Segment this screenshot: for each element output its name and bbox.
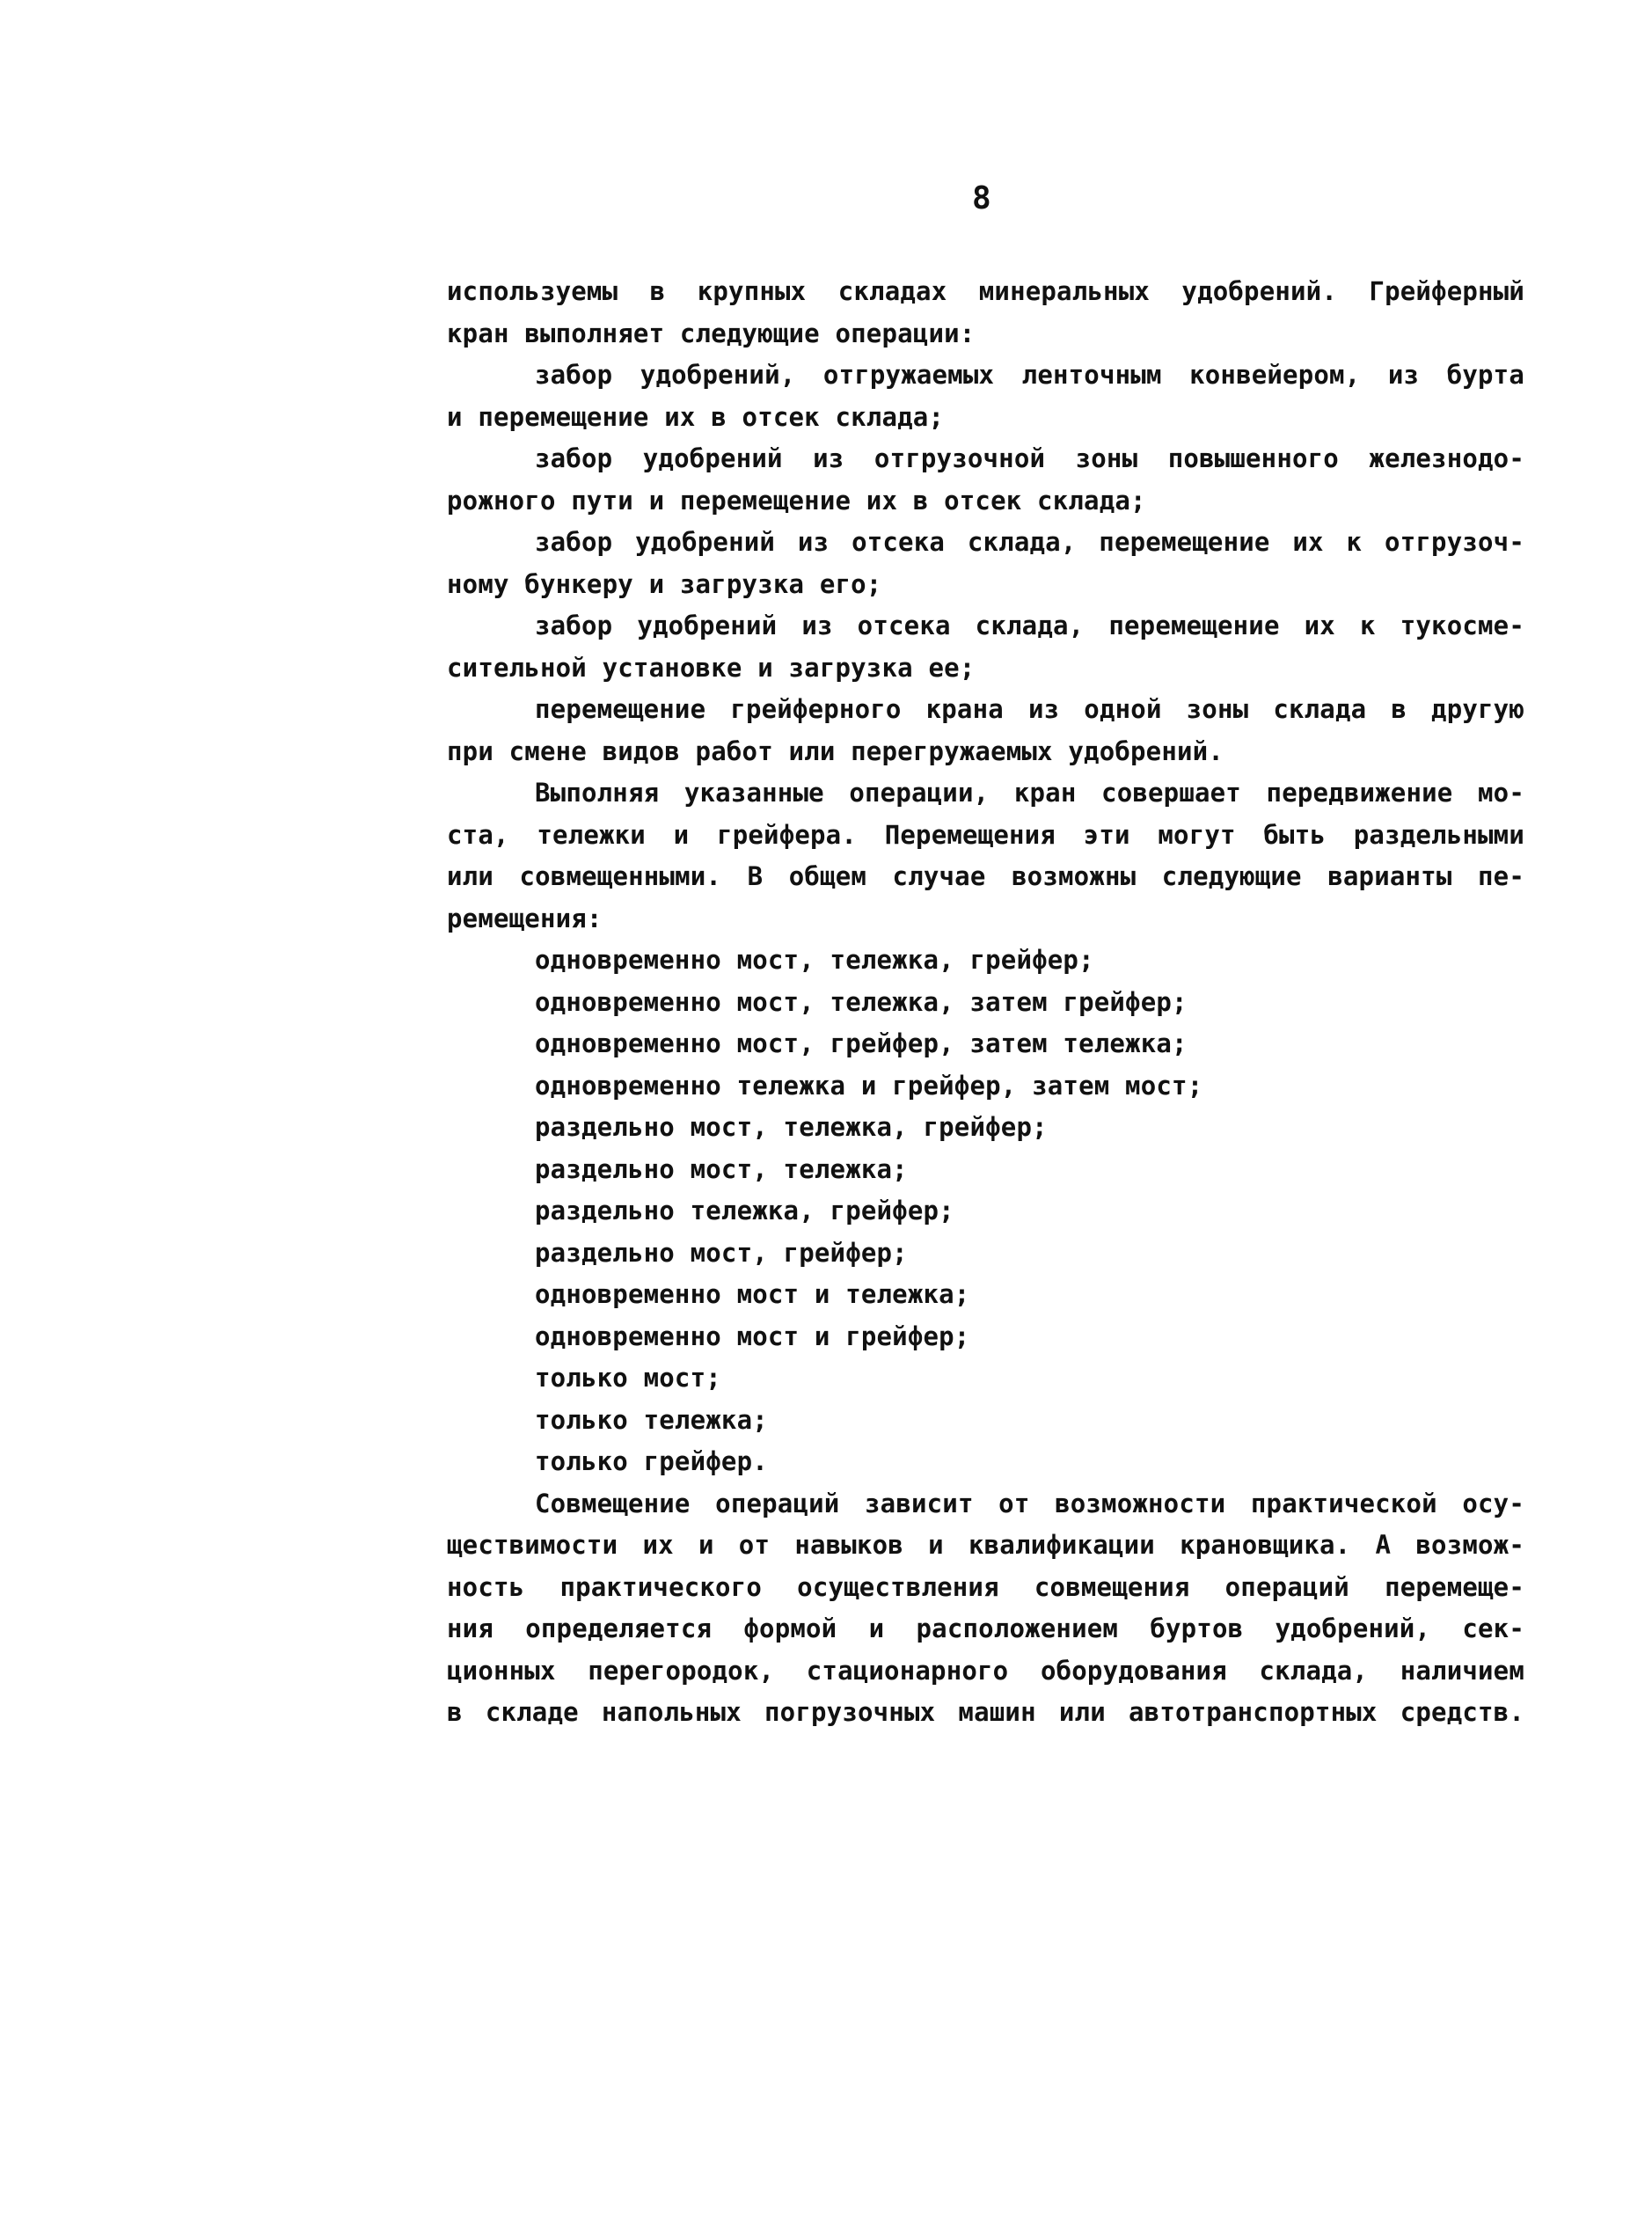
- text-line: Совмещение операций зависит от возможности практической осу-: [535, 1488, 1524, 1518]
- text-line: или совмещенными. В общем случае возможны следующие варианты пе-: [447, 861, 1524, 891]
- text-line: ния определяется формой и расположением буртов удобрений, сек-: [447, 1613, 1524, 1643]
- text-line: при смене видов работ или перегружаемых удобрений.: [447, 735, 1224, 766]
- text-line: используемы в крупных складах минеральных удобрений. Грейферный: [447, 276, 1524, 306]
- text-line: раздельно мост, тележка;: [535, 1153, 908, 1184]
- text-line: одновременно тележка и грейфер, затем мост;: [535, 1070, 1203, 1101]
- text-line: одновременно мост и грейфер;: [535, 1321, 970, 1351]
- text-line: кран выполняет следующие операции:: [447, 318, 976, 348]
- text-line: раздельно мост, грейфер;: [535, 1237, 908, 1268]
- text-line: ремещения:: [447, 903, 603, 933]
- text-line: только тележка;: [535, 1404, 768, 1435]
- text-line: Выполняя указанные операции, кран совершает передвижение мо-: [535, 778, 1524, 808]
- text-line: в складе напольных погрузочных машин или автотранспортных средств.: [447, 1697, 1524, 1727]
- text-line: ционных перегородок, стационарного оборудования склада, наличием: [447, 1655, 1524, 1686]
- text-line: раздельно тележка, грейфер;: [535, 1196, 954, 1226]
- text-line: одновременно мост, грейфер, затем тележка;: [535, 1028, 1188, 1058]
- text-line: сительной установке и загрузка ее;: [447, 652, 976, 683]
- text-line: раздельно мост, тележка, грейфер;: [535, 1112, 1048, 1142]
- text-line: и перемещение их в отсек склада;: [447, 401, 945, 432]
- body-text: [447, 271, 1524, 1734]
- text-line: только мост;: [535, 1363, 721, 1393]
- page-number: 8: [972, 180, 991, 216]
- text-line: забор удобрений, отгружаемых ленточным конвейером, из бурта: [535, 360, 1524, 390]
- text-line: одновременно мост, тележка, затем грейфер;: [535, 986, 1188, 1017]
- text-line: ществимости их и от навыков и квалификации крановщика. А возмож-: [447, 1530, 1524, 1560]
- text-line: ному бункеру и загрузка его;: [447, 568, 882, 599]
- text-line: ста, тележки и грейфера. Перемещения эти могут быть раздельными: [447, 819, 1524, 850]
- text-line: забор удобрений из отсека склада, перемещение их к тукосме-: [535, 611, 1524, 640]
- text-line: забор удобрений из отсека склада, перемещение их к отгрузоч-: [535, 527, 1524, 557]
- text-line: перемещение грейферного крана из одной зоны склада в другую: [535, 694, 1524, 724]
- text-line: одновременно мост и тележка;: [535, 1279, 970, 1309]
- text-line: только грейфер.: [535, 1446, 768, 1476]
- text-line: забор удобрений из отгрузочной зоны повышенного железнодо-: [535, 443, 1524, 473]
- text-line: одновременно мост, тележка, грейфер;: [535, 945, 1094, 975]
- text-line: рожного пути и перемещение их в отсек склада;: [447, 485, 1146, 516]
- text-line: ность практического осуществления совмещения операций перемеще-: [447, 1571, 1524, 1602]
